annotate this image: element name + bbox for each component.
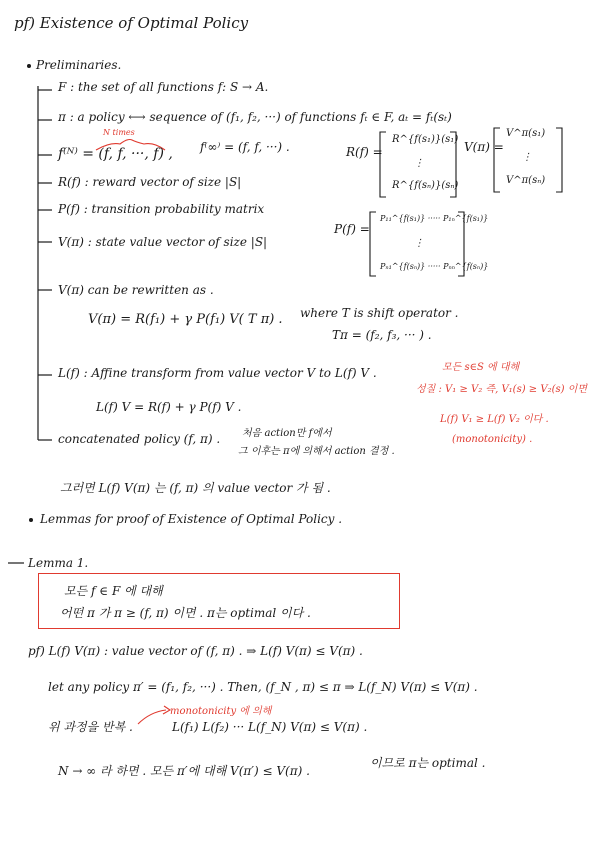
f-infinity-definition: f⁽∞⁾ = (f, f, ···) . [200,140,290,154]
bullet [27,64,31,68]
affine-transform-definition: L(f) : Affine transform from value vector V to L(f) V . [58,366,377,380]
shift-operator-definition: Tπ = (f₂, f₃, ··· ) . [332,328,432,342]
monotonicity-note: 성질 : V₁ ≥ V₂ 즉, V₁(s) ≥ V₂(s) 이면 [416,384,588,395]
rewrite-line: V(π) can be rewritten as . [58,283,214,297]
pf-matrix-row: Pₙ₁^{f(sₙ)} ····· Pₙₙ^{f(sₙ)} [380,262,489,271]
f-set-definition: F : the set of all functions f: S → A. [58,80,269,94]
monotonicity-note: L(f) V₁ ≥ L(f) V₂ 이다 . [440,414,549,425]
concatenated-note: 그 이후는 π에 의해서 action 결정 . [238,446,395,457]
value-vector-definition: V(π) : state value vector of size |S| [58,235,268,249]
affine-transform-equation: L(f) V = R(f) + γ P(f) V . [96,400,242,414]
proof-equation: L(f₁) L(f₂) ··· L(f_N) V(π) ≤ V(π) . [172,720,368,734]
pf-matrix-label: P(f) = [334,222,370,236]
vpi-bracket-left [494,128,500,192]
vpi-vector-entry: V^π(sₙ) [506,175,546,186]
pf-matrix-row: P₁₁^{f(s₁)} ····· P₁ₙ^{f(s₁)} [380,214,489,223]
vpi-vector-entry: ⋮ [522,152,532,163]
page-title: pf) Existence of Optimal Policy [14,14,249,32]
proof-line: let any policy π′ = (f₁, f₂, ···) . Then, (f_N , π) ≤ π ⇒ L(f_N) V(π) ≤ V(π) . [48,680,478,694]
rf-vector-entry: R^{f(s₁)}(s₁) [392,134,459,145]
pf-bracket-left [370,212,376,276]
transition-matrix-definition: P(f) : transition probability matrix [58,202,265,216]
proof-line: N → ∞ 라 하면 . 모든 π′에 대해 V(π′) ≤ V(π) . [58,764,310,778]
mono-arrow [138,710,166,724]
vpi-bracket-right [556,128,562,192]
proof-conclusion: 이므로 π는 optimal . [370,756,486,770]
concatenated-policy: concatenated policy (f, π) . [58,432,221,446]
bullet [29,518,33,522]
proof-line: pf) L(f) V(π) : value vector of (f, π) . ⇒ L(f) V(π) ≤ V(π) . [28,644,363,658]
n-times-label: N times [103,128,135,137]
rf-vector-label: R(f) = [346,145,383,159]
vpi-vector-label: V(π) = [464,140,504,154]
rf-vector-entry: R^{f(sₙ)}(sₙ) [392,180,459,191]
lemma-1-statement: 어떤 π 가 π ≥ (f, π) 이면 . π는 optimal 이다 . [60,606,311,620]
lemma-1-title: Lemma 1. [28,556,89,570]
rf-bracket-left [380,132,386,197]
preliminaries-heading: Preliminaries. [36,58,122,72]
monotonicity-label: (monotonicity) . [452,434,533,445]
concatenated-note: 처음 action만 f에서 [242,428,332,439]
monotonicity-annotation: monotonicity 에 의해 [170,706,272,717]
rewrite-equation: V(π) = R(f₁) + γ P(f₁) V( T π) . [88,312,283,327]
lemma-1-condition: 모든 f ∈ F 에 대해 [64,584,163,598]
vpi-vector-entry: V^π(s₁) [506,128,546,139]
shift-operator-note: where T is shift operator . [300,306,459,320]
monotonicity-note: 모든 s∈S 에 대해 [442,362,520,373]
f-n-definition: f⁽ᴺ⁾ = (f, f, ···, f) , [58,146,173,162]
value-vector-statement: 그러면 L(f) V(π) 는 (f, π) 의 value vector 가 됨 . [60,481,331,495]
rf-vector-entry: ⋮ [414,158,424,169]
reward-vector-definition: R(f) : reward vector of size |S| [58,175,242,189]
policy-definition: π : a policy ⟷ sequence of (f₁, f₂, ···) of functions fₜ ∈ F, aₜ = fₜ(sₜ) [58,110,452,124]
proof-line: 위 과정을 반복 . [48,720,133,734]
lemmas-heading: Lemmas for proof of Existence of Optimal Policy . [40,512,343,526]
pf-matrix-row: ⋮ [414,238,424,249]
